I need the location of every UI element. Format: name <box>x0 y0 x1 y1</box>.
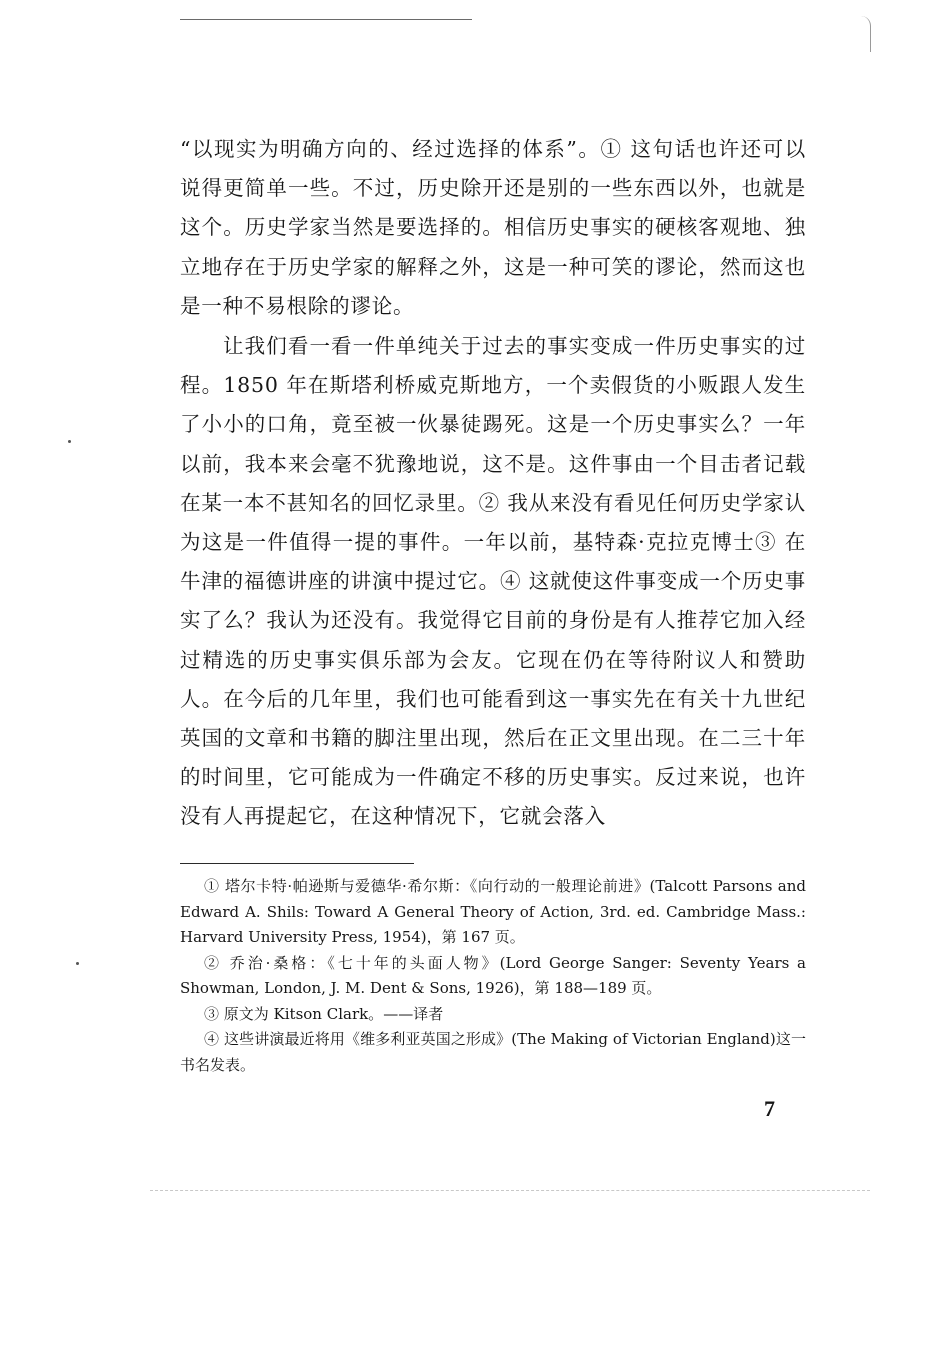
scan-edge-line <box>150 1190 870 1191</box>
footnote-2: ② 乔治·桑格：《七十年的头面人物》(Lord George Sanger: Seventy Years a Showman, London, J. M. Dent & Sons, 1926)，第 188—189 页。 <box>180 953 806 997</box>
footnote-3: ③ 原文为 Kitson Clark。——译者 <box>204 1004 444 1023</box>
scan-corner-mark <box>858 16 871 52</box>
paragraph-continuation: “以现实为明确方向的、经过选择的体系”。① 这句话也许还可以说得更简单一些。不过，历史除开还是别的一些东西以外，也就是这个。历史学家当然是要选择的。相信历史事实的硬核客观地、独立地存在于历史学家的解释之外，这是一种可笑的谬论，然而这也是一种不易根除的谬论。 <box>180 137 806 318</box>
footnotes <box>180 874 806 1078</box>
footnote-rule <box>180 863 414 864</box>
margin-speck <box>68 440 71 443</box>
margin-speck <box>76 962 79 965</box>
footnote-1: ① 塔尔卡特·帕逊斯与爱德华·希尔斯：《向行动的一般理论前进》(Talcott Parsons and Edward A. Shils: Toward A General Theory of Action, 3rd. ed. Cambridge Mass.: Harvard University Press, 1954)，第 167 页。 <box>180 877 806 946</box>
main-text <box>180 130 806 837</box>
paragraph-historical-fact: 让我们看一看一件单纯关于过去的事实变成一件历史事实的过程。1850 年在斯塔利桥威克斯地方，一个卖假货的小贩跟人发生了小小的口角，竟至被一伙暴徒踢死。这是一个历史事实么？一年以前，我本来会毫不犹豫地说，这不是。这件事由一个目击者记载在某一本不甚知名的回忆录里。② 我从来没有看见任何历史学家认为这是一件值得一提的事件。一年以前，基特森·克拉克博士③ 在牛津的福德讲座的讲演中提过它。④ 这就使这件事变成一个历史事实了么？我认为还没有。我觉得它目前的身份是有人推荐它加入经过精选的历史事实俱乐部为会友。它现在仍在等待附议人和赞助人。在今后的几年里，我们也可能看到这一事实先在有关十九世纪英国的文章和书籍的脚注里出现，然后在正文里出现。在二三十年的时间里，它可能成为一件确定不移的历史事实。反过来说，也许没有人再提起它，在这种情况下，它就会落入 <box>180 334 806 829</box>
footnote-4: ④ 这些讲演最近将用《维多利亚英国之形成》(The Making of Victorian England)这一书名发表。 <box>180 1030 806 1074</box>
page-number: 7 <box>764 1096 775 1121</box>
header-rule <box>180 19 472 20</box>
